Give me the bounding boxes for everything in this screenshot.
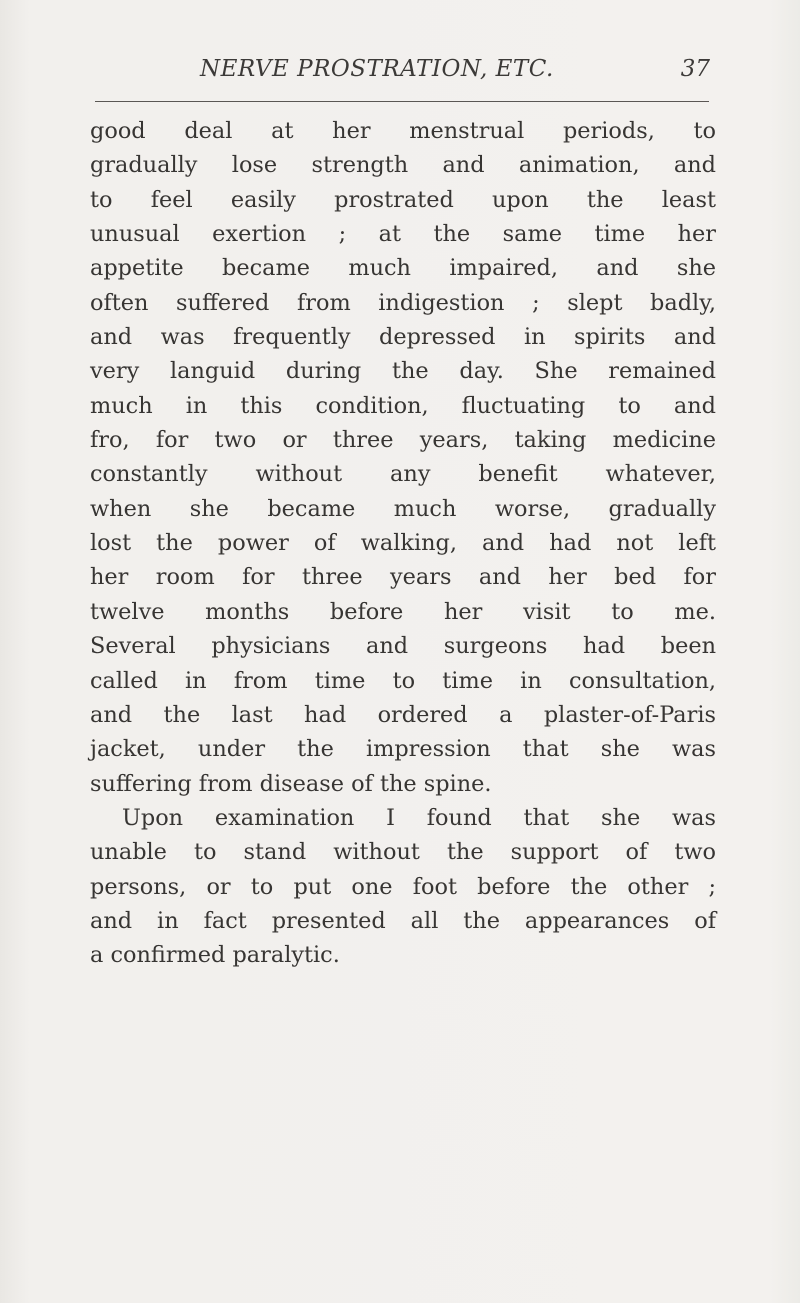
- text-line: often suffered from indigestion ; slept badly,: [90, 289, 716, 316]
- page-number: 37: [680, 56, 710, 82]
- text-line: a confirmed paralytic.: [90, 942, 340, 969]
- text-line: constantly without any benefit whatever,: [90, 461, 716, 488]
- body-text: [90, 114, 716, 973]
- text-line: jacket, under the impression that she was: [90, 736, 716, 763]
- text-line: much in this condition, fluctuating to and: [90, 392, 716, 419]
- text-line: and the last had ordered a plaster-of-Paris: [90, 701, 716, 728]
- text-line: unusual exertion ; at the same time her: [90, 221, 716, 248]
- running-title: NERVE PROSTRATION, ETC.: [200, 56, 554, 82]
- text-line: lost the power of walking, and had not left: [90, 530, 716, 557]
- text-line: good deal at her menstrual periods, to: [90, 118, 716, 144]
- text-line: Several physicians and surgeons had been: [90, 633, 716, 660]
- text-line: and in fact presented all the appearances of: [90, 907, 716, 934]
- text-line: persons, or to put one foot before the other ;: [90, 873, 716, 900]
- text-line: to feel easily prostrated upon the least: [90, 186, 716, 213]
- text-line: when she became much worse, gradually: [90, 495, 716, 522]
- text-line: unable to stand without the support of two: [90, 839, 716, 866]
- text-line: fro, for two or three years, taking medicine: [90, 427, 716, 454]
- text-line: called in from time to time in consultation,: [90, 667, 716, 694]
- text-line: twelve months before her visit to me.: [90, 598, 716, 625]
- text-line: suffering from disease of the spine.: [90, 770, 492, 797]
- text-line: very languid during the day. She remained: [90, 358, 716, 385]
- text-line: appetite became much impaired, and she: [90, 255, 716, 282]
- running-head: [90, 56, 710, 96]
- header-rule: [95, 101, 709, 102]
- text-line: gradually lose strength and animation, and: [90, 152, 716, 179]
- paragraph-start-line: Upon examination I found that she was: [122, 804, 716, 831]
- text-line: her room for three years and her bed for: [90, 564, 716, 591]
- text-line: and was frequently depressed in spirits and: [90, 324, 716, 351]
